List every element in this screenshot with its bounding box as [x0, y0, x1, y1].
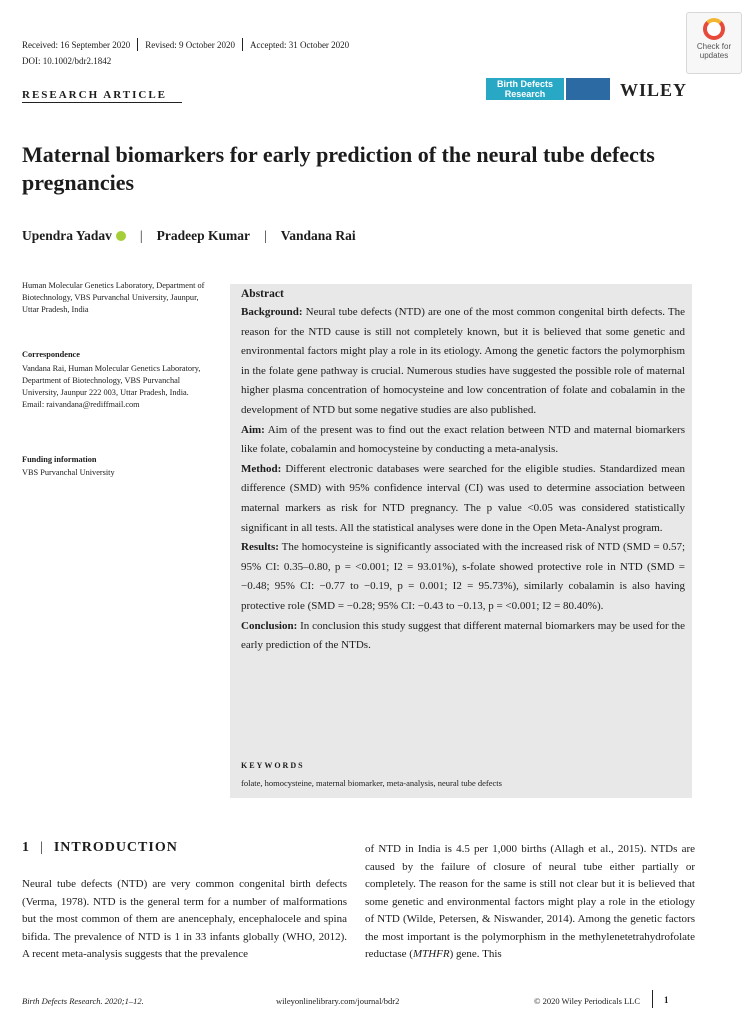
received-date: Received: 16 September 2020 — [22, 39, 131, 50]
results-text: The homocysteine is significantly associated with the increased risk of NTD (SMD = 0.57; 95% CI: 0.35–0.80, p = <0.001; I2 = 93.01%), s-folate showed protective role in NTD (SMD = −0.48; 95% CI: −0.77 to −0.19, p = 0.001; I2 = 95.73%), similarly cobalamin is also having protective role (SMD = −0.28; 95% CI: −0.43 to −0.13, p = <0.001; I2 = 80.40%). — [241, 541, 685, 612]
journal-logo — [486, 78, 564, 100]
keywords-label: KEYWORDS — [241, 761, 305, 770]
journal-logo-line-2: Research — [504, 89, 546, 99]
section-title: INTRODUCTION — [53, 840, 178, 855]
author-1[interactable]: Upendra Yadav — [22, 228, 112, 243]
abstract-title: Abstract — [241, 288, 284, 300]
intro-column-1 — [22, 876, 347, 964]
aim-text: Aim of the present was to find out the exact relation between NTD and maternal biomarkers like folate, cobalamin and homocysteine by conducting a meta-analysis. — [241, 423, 685, 456]
crossmark-icon — [703, 18, 725, 40]
badge-line-1: Check for — [696, 42, 732, 51]
section-number: 1 — [22, 840, 30, 855]
society-logo — [566, 78, 610, 100]
intro-paragraph-1: Neural tube defects (NTD) are very common congenital birth defects (Verma, 1978). NTD is the general term for a number of malformations but the most common of them are anencephaly, encephalocele and spina bifida. The prevalence of NTD is 1 in 33 infants globally (WHO, 2012). A recent meta-analysis suggests that the prevalence — [22, 878, 347, 960]
footer-copyright: © 2020 Wiley Periodicals LLC — [534, 996, 641, 1006]
abstract-method — [241, 460, 685, 538]
check-for-updates-badge[interactable] — [686, 12, 742, 74]
article-title: Maternal biomarkers for early prediction of the neural tube defects pregnancies — [22, 142, 655, 195]
orcid-icon[interactable] — [116, 231, 126, 241]
footer-url[interactable]: wileyonlinelibrary.com/journal/bdr2 — [276, 996, 400, 1006]
divider — [242, 38, 243, 51]
intro-text-b: ) gene. This — [449, 948, 502, 960]
correspondence-label: Correspondence — [22, 350, 80, 359]
history-line — [22, 38, 349, 51]
abstract-results — [241, 538, 685, 616]
author-separator: | — [263, 228, 267, 243]
intro-column-2 — [365, 841, 695, 964]
badge-line-2: updates — [699, 51, 729, 60]
section-pipe: | — [40, 840, 44, 855]
article-type-underline — [22, 102, 182, 103]
section-heading — [22, 840, 178, 856]
affiliation: Human Molecular Genetics Laboratory, Department of Biotechnology, VBS Purvanchal University, Jaunpur, Uttar Pradesh, India — [22, 281, 205, 314]
author-3[interactable]: Vandana Rai — [280, 228, 356, 243]
method-label: Method: — [241, 462, 282, 475]
intro-paragraph-2 — [365, 841, 695, 964]
correspondence-text: Vandana Rai, Human Molecular Genetics Laboratory, Department of Biotechnology, VBS Purvanchal University, Jaunpur 222 003, Uttar Pradesh, India. — [22, 364, 201, 397]
conclusion-text: In conclusion this study suggest that different maternal biomarkers may be used for the early prediction of the NTDs. — [241, 619, 685, 652]
footer-citation: Birth Defects Research. 2020;1–12. — [22, 996, 144, 1006]
abstract-aim — [241, 421, 685, 460]
accepted-date: Accepted: 31 October 2020 — [249, 39, 350, 50]
conclusion-label: Conclusion: — [241, 619, 298, 632]
results-label: Results: — [241, 541, 279, 554]
gene-name: MTHFR — [412, 948, 450, 960]
funding-text: VBS Purvanchal University — [22, 468, 115, 477]
background-label: Background: — [241, 306, 303, 318]
aim-label: Aim: — [241, 423, 265, 436]
abstract-body — [241, 303, 685, 656]
author-list — [22, 228, 356, 244]
abstract-conclusion — [241, 617, 685, 656]
author-separator: | — [139, 228, 143, 243]
journal-logo-line-1: Birth Defects — [496, 79, 553, 89]
publisher-logo: WILEY — [620, 80, 688, 100]
correspondence-email[interactable]: Email: raivandana@rediffmail.com — [22, 400, 140, 409]
abstract-background — [241, 303, 685, 421]
correspondence — [22, 363, 214, 411]
background-text: Neural tube defects (NTD) are one of the most common congenital birth defects. The reason for the NTD cause is still not completely known, but it is believed that some genetic and environmental factors might play a role in its etiology. Among the genetic factors the polymorphism in the folate gene pathway is crucial. Numerous studies have suggested the possible role of maternal higher plasma concentration of homocysteine and low concentration of folate and cobalamin in the development of NTD but some negative studies are also published. — [241, 306, 685, 416]
keywords-text: folate, homocysteine, maternal biomarker, meta-analysis, neural tube defects — [241, 778, 502, 788]
divider — [137, 38, 138, 51]
article-type: RESEARCH ARTICLE — [22, 89, 168, 101]
funding-label: Funding information — [22, 455, 97, 464]
revised-date: Revised: 9 October 2020 — [145, 39, 235, 50]
page-number: 1 — [664, 995, 669, 1005]
method-text: Different electronic databases were searched for the eligible studies. Standardized mean difference (SMD) with 95% confidence interval (CI) was used to determine association between maternal markers as risk for NTD pregnancy. The p value <0.05 was considered statistically significant in all tests. All the statistical analyses were done in the Open Meta-Analyst program. — [241, 462, 685, 534]
author-2[interactable]: Pradeep Kumar — [156, 228, 250, 243]
intro-text-a: of NTD in India is 4.5 per 1,000 births (Allagh et al., 2015). NTDs are caused by the failure of closure of neural tube either partially or completely. The reason for the same is still not clear but it is believed that some genetic and environmental factors might play a role in the etiology of NTD (Wilde, Petersen, & Niswander, 2014). Among the genetic factors the most important is the polymorphism in the methylenetetrahydrofolate reductase ( — [365, 843, 695, 960]
footer-divider — [652, 990, 653, 1008]
doi[interactable]: DOI: 10.1002/bdr2.1842 — [22, 56, 112, 66]
